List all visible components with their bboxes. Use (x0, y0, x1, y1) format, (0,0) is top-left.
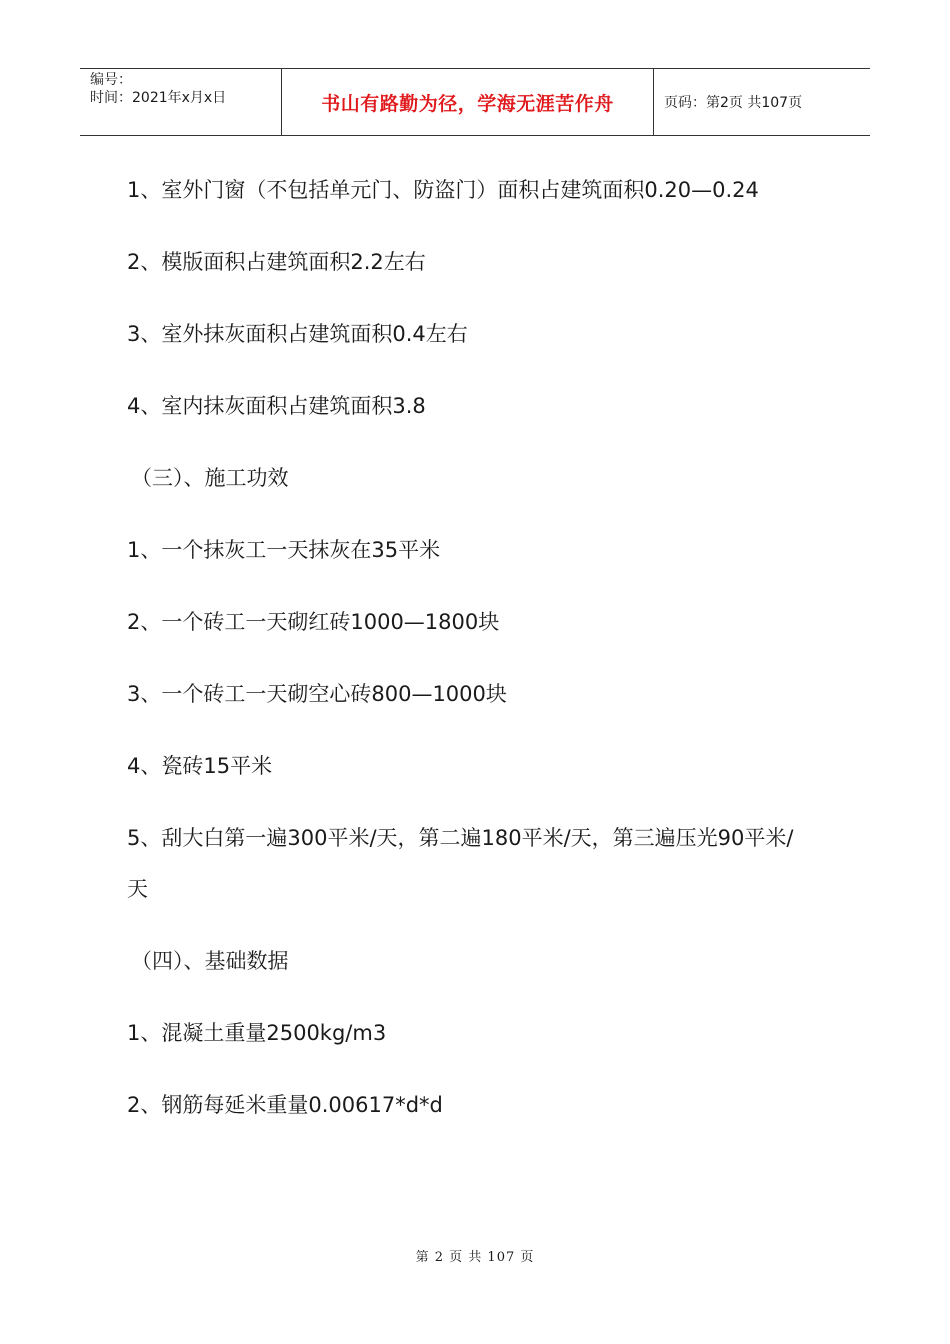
header-meta (80, 69, 282, 135)
paragraph: 4、室内抹灰面积占建筑面积3.8 (127, 394, 426, 418)
header-time-label: 时间：2021年x月x日 (90, 90, 227, 106)
paragraph: 5、刮大白第一遍300平米/天，第二遍180平米/天，第三遍压光90平米/天 (127, 826, 794, 901)
page-header (80, 68, 870, 136)
header-number-label: 编号： (90, 72, 132, 88)
page-footer: 第 2 页 共 107 页 (415, 1250, 535, 1265)
paragraph: 1、混凝土重量2500kg/m3 (127, 1021, 387, 1045)
paragraph: 1、室外门窗（不包括单元门、防盗门）面积占建筑面积0.20—0.24 (127, 178, 759, 202)
header-motto: 书山有路勤为径，学海无涯苦作舟 (282, 69, 654, 135)
paragraph: 3、室外抹灰面积占建筑面积0.4左右 (127, 322, 468, 346)
paragraph: 3、一个砖工一天砌空心砖800—1000块 (127, 682, 507, 706)
paragraph: 2、模版面积占建筑面积2.2左右 (127, 250, 426, 274)
section-heading: （三）、施工功效 (131, 466, 289, 490)
paragraph: 4、瓷砖15平米 (127, 754, 273, 778)
paragraph: 2、钢筋每延米重量0.00617*d*d (127, 1093, 443, 1117)
paragraph: 1、一个抹灰工一天抹灰在35平米 (127, 538, 441, 562)
document-body (127, 165, 807, 1152)
header-page-info: 页码：第2页 共107页 (664, 95, 803, 111)
section-heading: （四）、基础数据 (131, 949, 289, 973)
paragraph: 2、一个砖工一天砌红砖1000—1800块 (127, 610, 500, 634)
